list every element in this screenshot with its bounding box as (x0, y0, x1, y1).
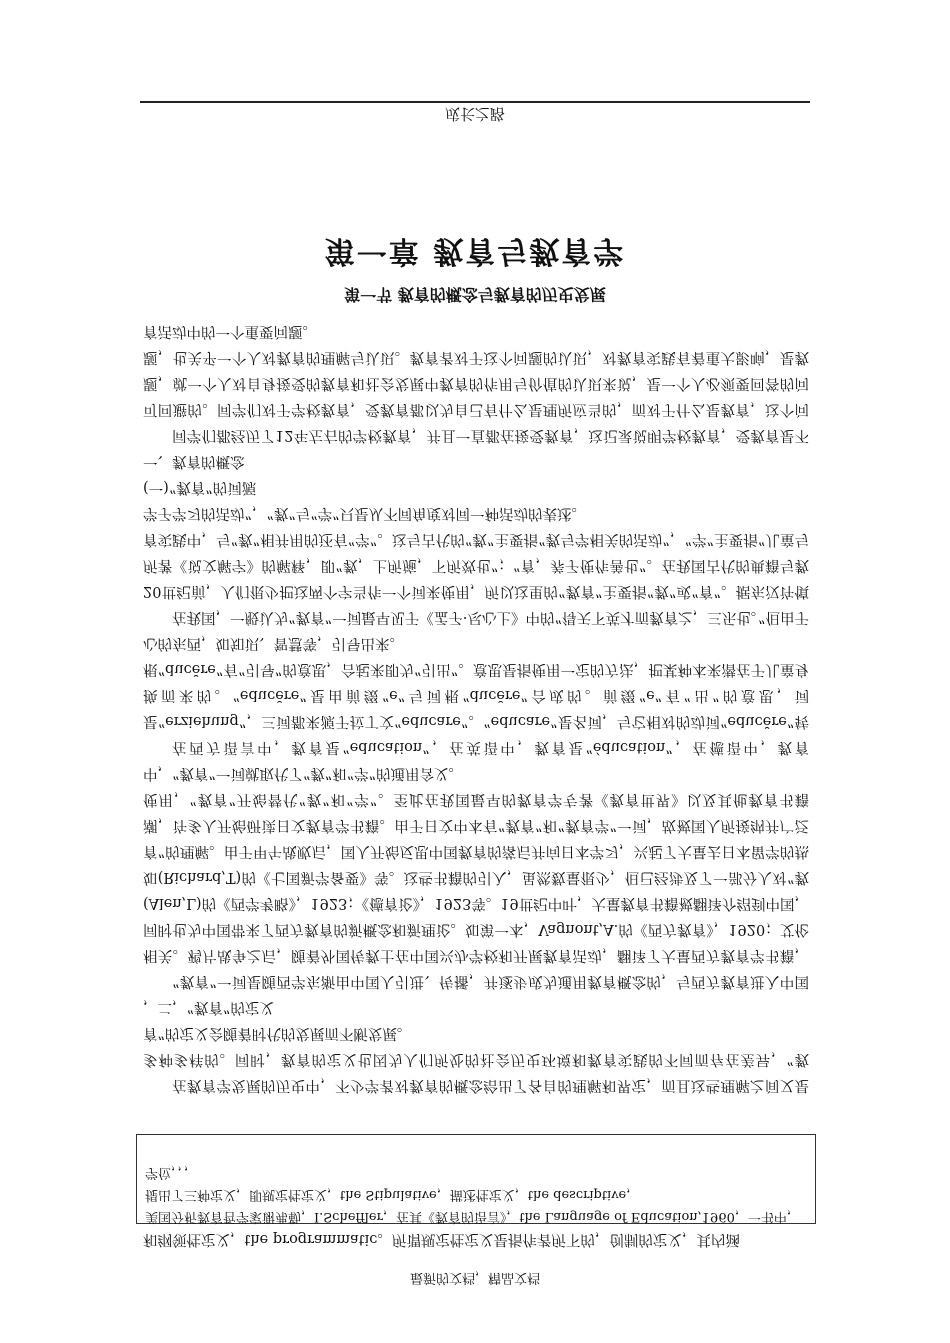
paragraph (143, 760, 809, 994)
paragraph (143, 630, 809, 760)
footnote-label: 学位，，， (145, 1165, 198, 1180)
section-subtitle: 第一节 教育的概念与教育的历史发展 (344, 285, 606, 304)
body-text (143, 318, 809, 1098)
heading-text: (一)“教育”的词源 (143, 479, 257, 495)
paragraph (143, 1020, 809, 1098)
heading-text: 一、教育的概念 (143, 453, 245, 469)
page-footer: 最新的文档，精品文档 (409, 1270, 540, 1285)
header-rule (140, 101, 810, 103)
footnote-box (136, 1134, 816, 1224)
footnote-text: 美国分析教育哲学家谢弗勒，I.Scheffler，在其《教育的语言》，the Language of Education,1960，一书中，提出了三种定义，即规定性定义，the Stipulative，描述性定义，the descriptive， (145, 1187, 800, 1224)
paragraph-text: 在西方语言中，教育是“education”，在英语中，教育是“éducation”，在德语中，教育是“erziehung”，三词都来源于拉丁文“educare”。“educare”是名词，与它相对的动词“educĕre”转换而来的。“educĕre”是由前缀“e”与词根“ducĕre”合成的。前缀“e”有“出”的意思，词根“ducĕre”有“引导”的意思，合起来即为“引出”。意思是指使用一定的方法，把某种本来潜在于儿童身心的东西，如知识、智慧等，引导出来。 (143, 635, 809, 755)
heading-text: ，二，“教育”的定义 (143, 999, 274, 1015)
continuation-text: 和纲领性定义，the programmatic。所谓规定性定义是指作者所下的，创制的定义，其内涵 (143, 1231, 740, 1247)
paragraph-text: 在教育学发展的历史中，不少学者对教育的概念给出了各自的理解和界定，而且这些理解之间又是多种多样的。同时，教育的定义也因为人们所处的社会历史环境和教育实践的不同而存在差异，“教育”的定义会随着时代的发展而不断发展。 (143, 1025, 809, 1093)
paragraph-text: “教育”一词是随西学东渐由中国人引进、传播，并逐步成为通用教育概念的，与西方教育进入中国相关。鸦片战争之后，随着外国传教士在中国兴办学校和开展教育活动，翻译了大量西方教育学书籍，同时也为中国带来了西方教育的新概念和新理论。如第一本，Vagnont,A.的《西方教育》，1920；艾伦(Alen,L)的《西学考略》，1923；《德育论》，1923等。19世纪中叶，大量教育书籍被翻译介绍到中国，如(Richard,T)的《七国新学备要》等。这些书籍的引入，虽然数量很少，但已经涉及了一部分人对“教育”的理解。由于甲午战败后，国人开始反思中国教育的落后并向日本学习，兴起了大量去日本留学的热潮，许多人开始研读日文教育学书籍。由于日文中本有“教育”和“教育学”一词，故被国人所接纳并广泛使用，“教育”开始替代“教”和“学”。至此在我国最早的教育学专著《教育世界》以及其他教育书籍中，“教育”一词就取代了“教”和“学”的通用含义。 (143, 765, 809, 989)
paragraph-text: 同学们都经历了12年左右的学校教育，并且一直都在接受教育，这记录说明学校教育，受教育是不可回避的。同学们对于学校教育，受教育都以为自己有什么是理所应当的，而对于什么是教育，这个问题，就一个人对自身接受的教育和社会发展中教育的作用与价值的认识来说，是一个人必须要回答的问题，也关乎一个人对教育的理解与认识。教育者对于这个问题的认识，对教育实践有着重大影响，是教育活动中的一个重要问题。 (143, 323, 809, 443)
section-heading (143, 448, 809, 474)
subsection-heading (143, 474, 809, 500)
paragraph (143, 500, 809, 630)
paragraph-text: 在我国，一般认为“教育”一词最早见于《孟子·尽心上》中的“得天下英才而教育之，三乐也。”但由于20世纪前，人们很少把这两个字当作一个词来使用，所以这里的“教育”主要指“教”或“育”。据东汉许慎所著《说文解字》的解释，即“教，上所施，下所效也”；“育，养子使作善也”。在我国古代的典籍与教育实践中，与“教”相并用的还有“学”。这与古代的“教”主要指“教与学相关的活动”，“学”主要指“儿童与学子学习的活动”，“教”与“学”只是从不同角度对同一种活动的表述。 (143, 505, 809, 625)
chapter-title: 第一章 教育与教育学 (324, 233, 626, 268)
subsection-heading (143, 994, 809, 1020)
paragraph (143, 318, 809, 448)
running-header: 成长之路 (444, 105, 505, 123)
